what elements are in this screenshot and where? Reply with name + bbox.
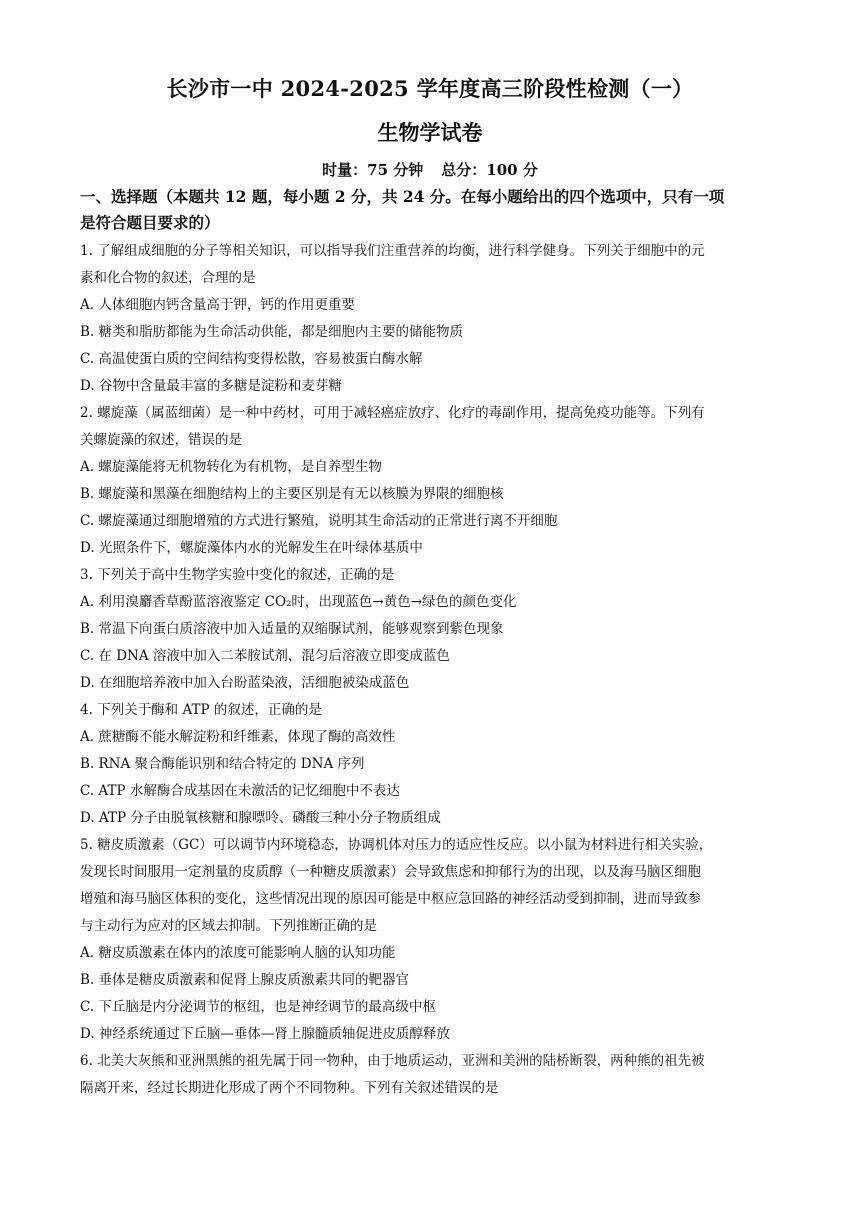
option-a: A. 糖皮质激素在体内的浓度可能影响人脑的认知功能	[80, 945, 396, 961]
question-3	[80, 562, 780, 697]
option-b: B. RNA 聚合酶能识别和结合特定的 DNA 序列	[80, 756, 365, 772]
option-d: D. 光照条件下，螺旋藻体内水的光解发生在叶绿体基质中	[80, 540, 423, 556]
time-score-line	[0, 157, 860, 183]
option-c: C. 螺旋藻通过细胞增殖的方式进行繁殖，说明其生命活动的正常进行离不开细胞	[80, 513, 558, 529]
option-c: C. 高温使蛋白质的空间结构变得松散，容易被蛋白酶水解	[80, 351, 423, 367]
option-a: A. 利用溴麝香草酚蓝溶液鉴定 CO₂时，出现蓝色→黄色→绿色的颜色变化	[80, 594, 517, 610]
question-list	[80, 238, 780, 1102]
question-2	[80, 400, 780, 562]
question-stem-line: 3. 下列关于高中生物学实验中变化的叙述，正确的是	[80, 567, 395, 583]
question-stem-line: 1. 了解组成细胞的分子等相关知识，可以指导我们注重营养的均衡，进行科学健身。下列关于细胞中的元	[80, 243, 705, 259]
option-b: B. 垂体是糖皮质激素和促肾上腺皮质激素共同的靶器官	[80, 972, 410, 988]
section-heading	[80, 184, 785, 236]
section-heading-line: 一、选择题（本题共 12 题，每小题 2 分，共 24 分。在每小题给出的四个选项中，只有一项	[80, 187, 725, 206]
question-stem-line: 素和化合物的叙述，合理的是	[80, 270, 256, 286]
section-heading-line: 是符合题目要求的）	[80, 213, 220, 232]
question-stem-line: 5. 糖皮质激素（GC）可以调节内环境稳态，协调机体对压力的适应性反应。以小鼠为材料进行相关实验，	[80, 837, 713, 853]
option-c: C. ATP 水解酶合成基因在未激活的记忆细胞中不表达	[80, 783, 400, 799]
exam-subtitle: 生物学试卷	[377, 120, 483, 145]
question-stem-line: 关螺旋藻的叙述，错误的是	[80, 432, 242, 448]
score-label: 总分：100 分	[441, 161, 538, 179]
question-stem-line: 与主动行为应对的区域去抑制。下列推断正确的是	[80, 918, 377, 934]
option-b: B. 常温下向蛋白质溶液中加入适量的双缩脲试剂，能够观察到紫色现象	[80, 621, 504, 637]
option-a: A. 蔗糖酶不能水解淀粉和纤维素，体现了酶的高效性	[80, 729, 396, 745]
option-d: D. 谷物中含量最丰富的多糖是淀粉和麦芽糖	[80, 378, 342, 394]
option-d: D. 在细胞培养液中加入台盼蓝染液，活细胞被染成蓝色	[80, 675, 410, 691]
question-stem-line: 2. 螺旋藻（属蓝细菌）是一种中药材，可用于减轻癌症放疗、化疗的毒副作用，提高免疫功能等。下列有	[80, 405, 705, 421]
option-d: D. 神经系统通过下丘脑—垂体—肾上腺髓质轴促进皮质醇释放	[80, 1026, 450, 1042]
exam-title: 长沙市一中 2024-2025 学年度高三阶段性检测（一）	[166, 76, 694, 101]
option-d: D. ATP 分子由脱氧核糖和腺嘌呤、磷酸三种小分子物质组成	[80, 810, 441, 826]
question-1	[80, 238, 780, 400]
option-c: C. 下丘脑是内分泌调节的枢纽，也是神经调节的最高级中枢	[80, 999, 436, 1015]
question-4	[80, 697, 780, 832]
question-stem-line: 发现长时间服用一定剂量的皮质醇（一种糖皮质激素）会导致焦虑和抑郁行为的出现，以及海马脑区细胞	[80, 864, 701, 880]
question-5	[80, 832, 780, 1048]
question-stem-line: 增殖和海马脑区体积的变化，这些情况出现的原因可能是中枢应急回路的神经活动受到抑制，进而导致参	[80, 891, 701, 907]
option-c: C. 在 DNA 溶液中加入二苯胺试剂，混匀后溶液立即变成蓝色	[80, 648, 450, 664]
option-a: A. 人体细胞内钙含量高于钾，钙的作用更重要	[80, 297, 355, 313]
question-stem-line: 4. 下列关于酶和 ATP 的叙述，正确的是	[80, 702, 322, 718]
question-stem-line: 6. 北美大灰熊和亚洲黑熊的祖先属于同一物种，由于地质运动，亚洲和美洲的陆桥断裂，两种熊的祖先被	[80, 1053, 705, 1069]
question-6	[80, 1048, 780, 1102]
option-a: A. 螺旋藻能将无机物转化为有机物，是自养型生物	[80, 459, 382, 475]
option-b: B. 螺旋藻和黑藻在细胞结构上的主要区别是有无以核膜为界限的细胞核	[80, 486, 504, 502]
time-label: 时量：75 分钟	[322, 161, 424, 179]
option-b: B. 糖类和脂肪都能为生命活动供能，都是细胞内主要的储能物质	[80, 324, 464, 340]
question-stem-line: 隔离开来，经过长期进化形成了两个不同物种。下列有关叙述错误的是	[80, 1080, 499, 1096]
